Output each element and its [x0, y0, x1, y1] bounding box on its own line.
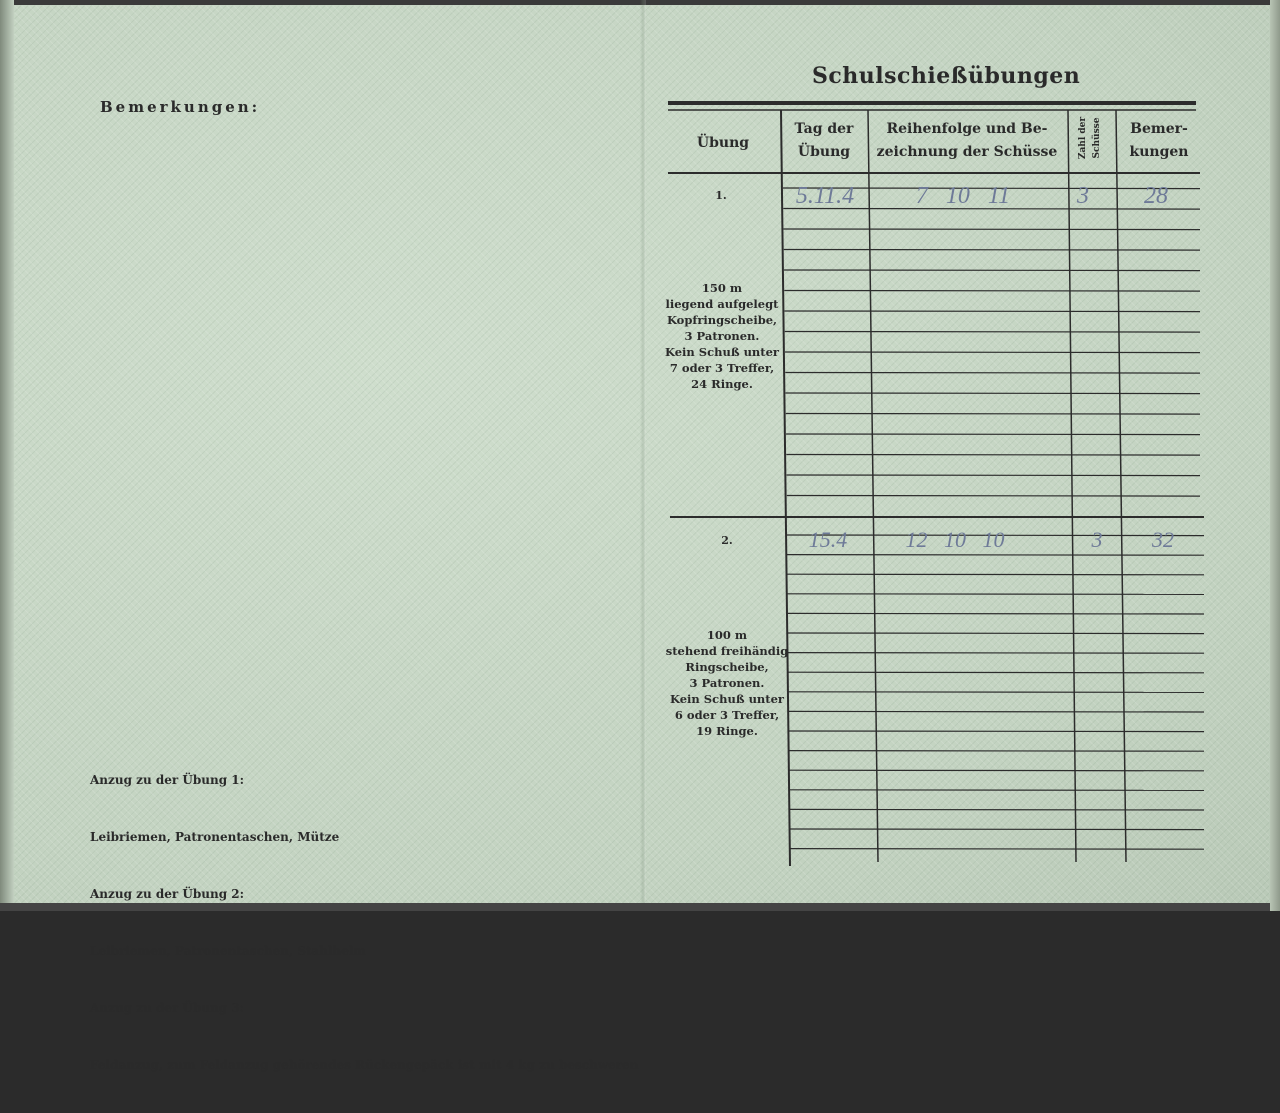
- header-sequence-line1: Reihenfolge und Be-: [886, 121, 1048, 137]
- record-row-rule: [784, 291, 1200, 292]
- record-row-rule: [785, 373, 1200, 374]
- record-row-rule: [789, 770, 1204, 771]
- header-remarks-line2: kungen: [1129, 144, 1189, 160]
- exercise-2-desc-line: 3 Patronen.: [689, 676, 765, 690]
- exercise-2-remarks: 32: [1152, 527, 1174, 552]
- record-row-rule: [785, 332, 1200, 333]
- column-rule-day: [868, 110, 878, 862]
- attire-line: Feldanzug, zum Feldanzug gehörendes Rückengepäck ist mit 4 kg zu beschweren: [90, 1058, 639, 1072]
- exercise-2-desc-line: Kein Schuß unter: [670, 692, 784, 706]
- header-day-line2: Übung: [797, 144, 851, 160]
- record-row-rule: [786, 414, 1200, 415]
- record-row-rule: [787, 653, 1204, 654]
- record-row-rule: [784, 250, 1200, 251]
- header-sequence-line2: zeichnung der Schüsse: [876, 144, 1058, 160]
- attire-line: Leibriemen, Patronentaschen, Mütze: [90, 830, 340, 844]
- header-day-line1: Tag der: [794, 121, 854, 137]
- record-row-rule: [787, 475, 1200, 476]
- record-row-rule: [787, 633, 1204, 634]
- exercise-1-desc-line: 3 Patronen.: [684, 329, 760, 343]
- column-rule-exercise: [781, 110, 790, 866]
- record-row-rule: [789, 751, 1204, 752]
- record-row-rule: [786, 393, 1200, 394]
- exercise-1-desc-line: 24 Ringe.: [691, 377, 753, 391]
- attire-line: Leibriemen, Patronentaschen, Stahlhelm: [90, 944, 367, 958]
- record-row-rule: [785, 352, 1200, 353]
- page-title: Schulschießübungen: [812, 63, 1081, 89]
- bottom-edge: [0, 903, 1280, 911]
- exercise-1-desc-line: Kopfringscheibe,: [666, 313, 778, 327]
- exercise-2-date: 15.4: [808, 527, 848, 552]
- record-row-rule: [789, 809, 1204, 810]
- record-row-rule: [790, 829, 1204, 830]
- exercise-2-desc-line: 6 oder 3 Treffer,: [674, 708, 780, 722]
- table-rules: [665, 103, 1204, 866]
- exercise-1-count: 3: [1077, 183, 1089, 209]
- exercise-2-desc-line: Ringscheibe,: [685, 660, 769, 674]
- record-row-rule: [789, 790, 1204, 791]
- record-row-rule: [786, 574, 1204, 575]
- record-row-rule: [784, 270, 1200, 271]
- exercise-1-desc-line: liegend aufgelegt: [665, 297, 779, 311]
- record-row-rule: [788, 731, 1204, 732]
- column-rule-count: [1116, 110, 1126, 862]
- exercise-2-number: 2.: [721, 534, 733, 547]
- attire-line: Anzug zu der Übung 2:: [90, 887, 245, 901]
- remarks-label: Bemerkungen:: [100, 98, 261, 116]
- exercise-1-desc-line: 7 oder 3 Treffer,: [669, 361, 775, 375]
- record-row-rule: [787, 613, 1204, 614]
- header-count-line2: Schüsse: [1092, 117, 1102, 159]
- exercise-1-desc-line: Kein Schuß unter: [665, 345, 779, 359]
- exercise-2-desc-line: stehend freihändig: [665, 644, 789, 658]
- record-row-rule: [785, 311, 1200, 312]
- record-row-rule: [786, 434, 1200, 435]
- record-row-rule: [787, 496, 1200, 497]
- exercise-1-date: 5.11.4: [795, 183, 855, 209]
- exercise-1-shots: 7 10 11: [915, 183, 1011, 209]
- column-rule-sequence: [1068, 110, 1076, 862]
- exercise-2-desc-line: 100 m: [706, 628, 748, 642]
- exercise-2-shots: 12 10 10: [905, 527, 1005, 552]
- exercise-2-description: [666, 628, 789, 738]
- record-row-rule: [784, 229, 1200, 230]
- header-exercise: Übung: [696, 135, 750, 151]
- exercise-2-count: 3: [1091, 527, 1103, 552]
- header-count-line1: Zahl der: [1078, 116, 1088, 160]
- attire-line: Anzug zu der Übung 1:: [90, 773, 245, 787]
- attire-line: Anzug zu der Übung 3:: [90, 1001, 245, 1015]
- record-row-rule: [788, 711, 1204, 712]
- record-row-rule: [787, 594, 1204, 595]
- record-row-rule: [786, 555, 1204, 556]
- exercise-1-desc-line: 150 m: [701, 281, 743, 295]
- exercise-2-desc-line: 19 Ringe.: [696, 724, 758, 738]
- record-row-rule: [788, 672, 1204, 673]
- exercise-1-remarks: 28: [1144, 183, 1168, 209]
- exercise-1-description: [665, 281, 780, 391]
- record-row-rule: [786, 455, 1200, 456]
- record-row-rule: [790, 849, 1204, 850]
- exercise-1-number: 1.: [715, 189, 727, 202]
- header-remarks-line1: Bemer-: [1130, 121, 1188, 137]
- record-row-rule: [788, 692, 1204, 693]
